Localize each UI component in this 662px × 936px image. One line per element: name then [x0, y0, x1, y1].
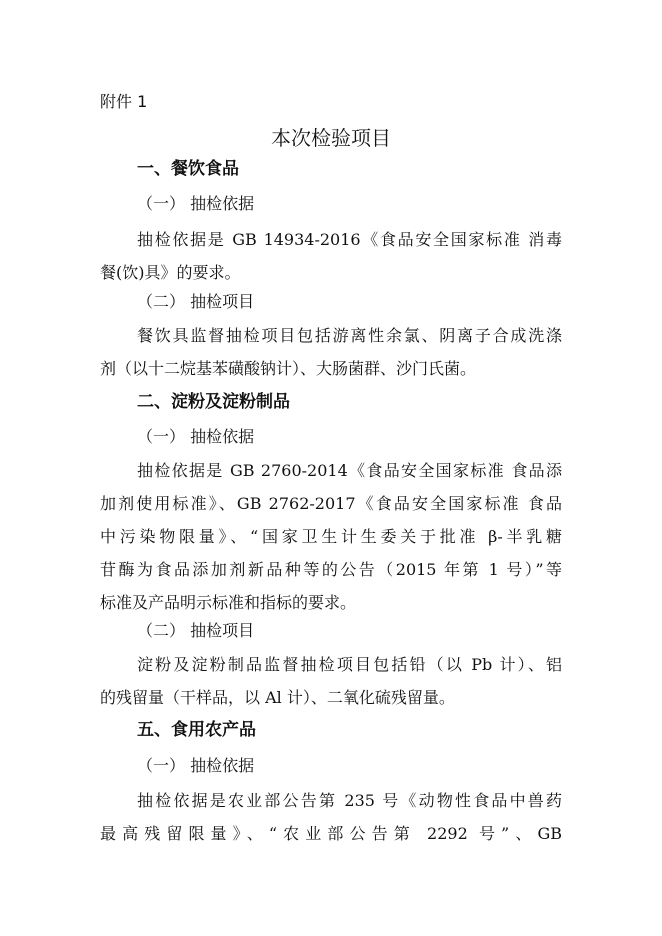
- paragraph-agricultural-basis: [100, 784, 562, 850]
- text-line: 标准及产品明示标准和指标的要求。: [100, 593, 357, 612]
- text-line: 加剂使用标准》、GB 2762-2017《食品安全国家标准 食品: [100, 494, 562, 513]
- text-line: 餐(饮)具》的要求。: [100, 263, 241, 282]
- text-line: 剂（以十二烷基苯磺酸钠计）、大肠菌群、沙门氏菌。: [100, 359, 477, 378]
- paragraph-catering-items: [100, 319, 562, 385]
- paragraph-starch-items: [100, 648, 562, 714]
- text-line: 淀粉及淀粉制品监督抽检项目包括铅（以 Pb 计）、铝: [137, 655, 562, 674]
- section-heading-starch: 二、淀粉及淀粉制品: [137, 392, 290, 412]
- subheading-items: （二） 抽检项目: [137, 621, 255, 640]
- subheading-items: （二） 抽检项目: [137, 292, 255, 311]
- text-line: 苷酶为食品添加剂新品种等的公告（2015 年第 1 号）”等: [100, 560, 562, 579]
- annex-label: 附件 1: [100, 92, 148, 111]
- text-line: 抽检依据是 GB 2760-2014《食品安全国家标准 食品添: [137, 461, 562, 480]
- document-title: 本次检验项目: [271, 126, 391, 150]
- section-heading-catering: 一、餐饮食品: [137, 159, 239, 179]
- text-line: 餐饮具监督抽检项目包括游离性余氯、阴离子合成洗涤: [137, 326, 562, 345]
- text-line: 抽检依据是农业部公告第 235 号《动物性食品中兽药: [137, 791, 562, 810]
- section-heading-agricultural: 五、食用农产品: [137, 720, 256, 740]
- text-line: 中污染物限量》、“国家卫生计生委关于批准 β-半乳糖: [100, 527, 562, 546]
- subheading-basis: （一） 抽检依据: [137, 427, 255, 446]
- text-line: 的残留量（干样品，以 Al 计）、二氧化硫残留量。: [100, 688, 455, 707]
- subheading-basis: （一） 抽检依据: [137, 194, 255, 213]
- paragraph-catering-basis: [100, 223, 562, 289]
- text-line: 抽检依据是 GB 14934-2016《食品安全国家标准 消毒: [137, 230, 562, 249]
- subheading-basis: （一） 抽检依据: [137, 756, 255, 775]
- text-line: 最高残留限量》、“农业部公告第 2292 号”、GB: [100, 824, 562, 843]
- paragraph-starch-basis: [100, 454, 562, 619]
